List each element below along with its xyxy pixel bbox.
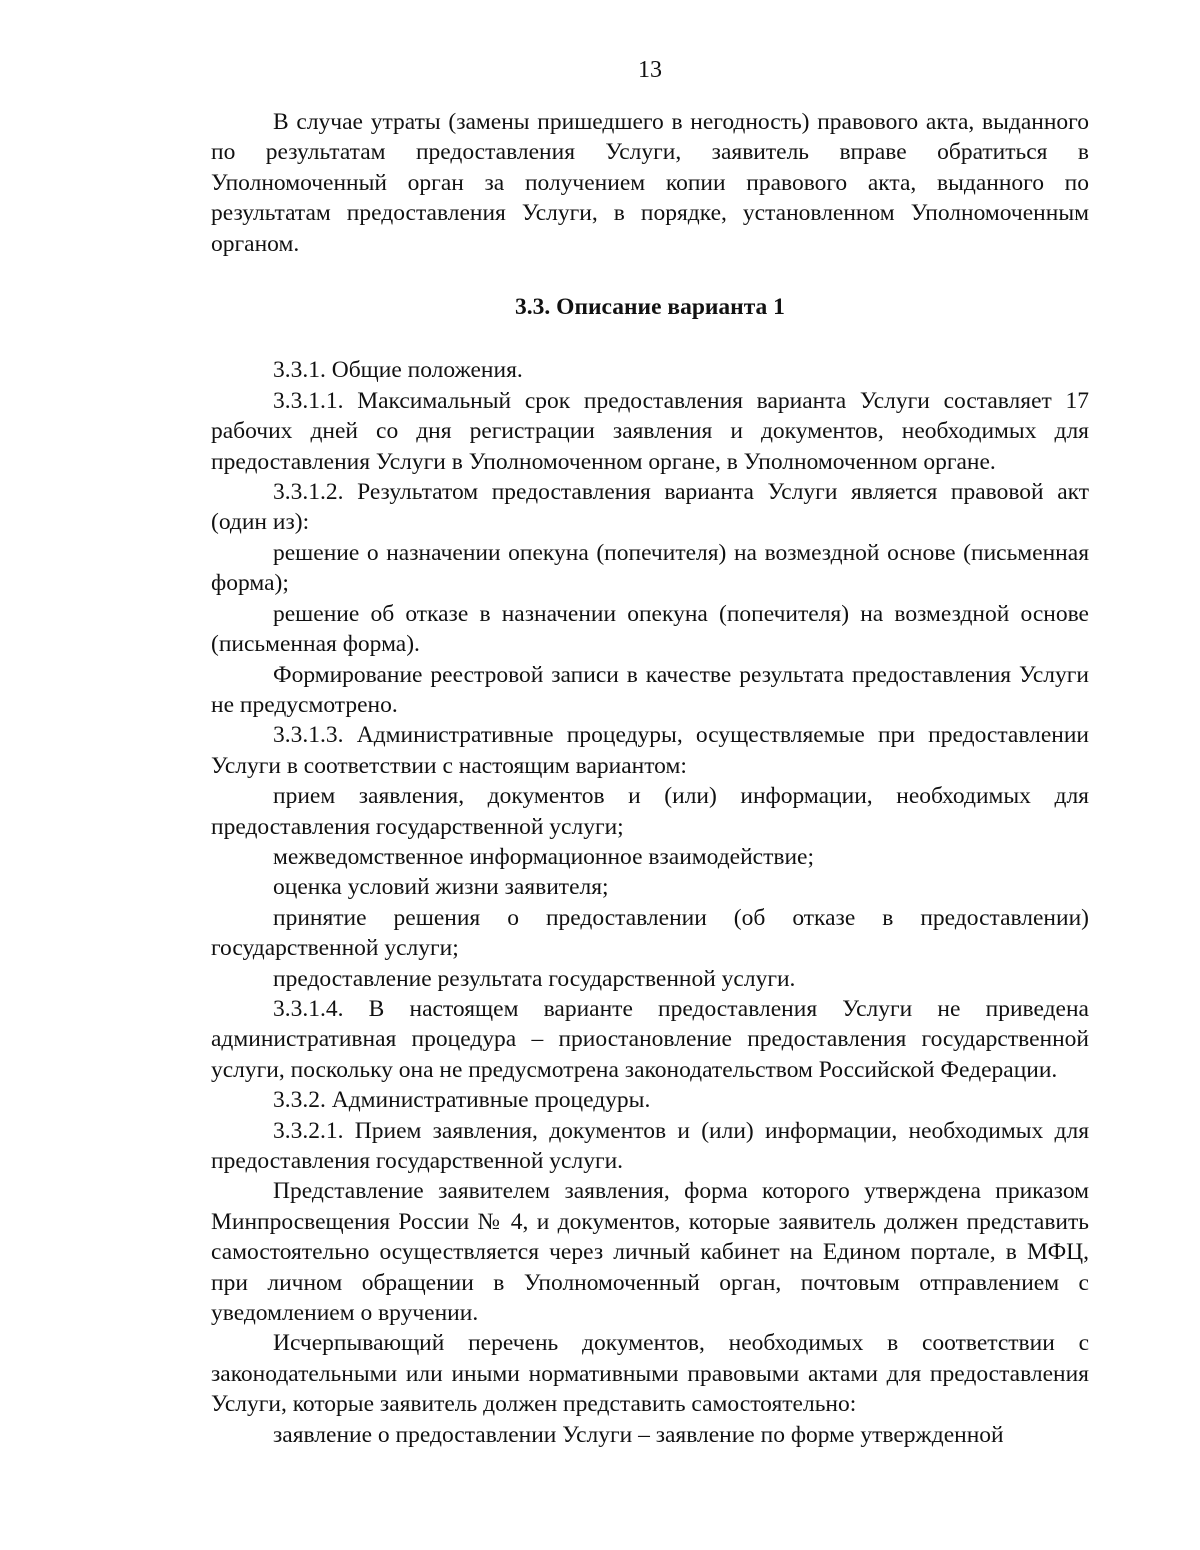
paragraph-application: заявление о предоставлении Услуги – заявление по форме утвержденной bbox=[273, 1421, 1004, 1448]
paragraph-3-3-1-2: 3.3.1.2. Результатом предоставления варианта Услуги является правовой акт (один из): bbox=[211, 479, 1089, 536]
paragraph-3-3-1-3: 3.3.1.3. Административные процедуры, осуществляемые при предоставлении Услуги в соответствии с настоящим вариантом: bbox=[211, 722, 1089, 779]
paragraph-3-3-1-4: 3.3.1.4. В настоящем варианте предоставления Услуги не приведена административная процедура – приостановление предоставления государственной услуги, поскольку она не предусмотрена законодательством Российской Федерации. bbox=[211, 995, 1089, 1083]
page-number: 13 bbox=[638, 57, 662, 83]
paragraph-result-option-2: решение об отказе в назначении опекуна (попечителя) на возмездной основе (письменная форма). bbox=[211, 600, 1089, 658]
paragraph-procedure-interagency: межведомственное информационное взаимодействие; bbox=[273, 843, 815, 870]
paragraph-submission: Представление заявителем заявления, форма которого утверждена приказом Минпросвещения России № 4, и документов, которые заявитель должен представить самостоятельно осуществляется через личный кабинет на Едином портале, в МФЦ, при личном обращении в Уполномоченный орган, почтовым отправлением с уведомлением о вручении. bbox=[211, 1178, 1089, 1327]
paragraph-procedure-assessment: оценка условий жизни заявителя; bbox=[273, 874, 609, 901]
paragraph-procedure-decision: принятие решения о предоставлении (об отказе в предоставлении) государственной услуги; bbox=[211, 904, 1089, 962]
paragraph-procedure-reception: прием заявления, документов и (или) информации, необходимых для предоставления государственной услуги; bbox=[211, 783, 1089, 840]
paragraph-3-3-1: 3.3.1. Общие положения. bbox=[273, 357, 523, 384]
paragraph-documents-list: Исчерпывающий перечень документов, необходимых в соответствии с законодательными или иными нормативными правовыми актами для предоставления Услуги, которые заявитель должен представить самостоятельно: bbox=[211, 1330, 1089, 1418]
document-body bbox=[211, 107, 1089, 1450]
section-heading: 3.3. Описание варианта 1 bbox=[515, 294, 785, 321]
paragraph-procedure-result: предоставление результата государственной услуги. bbox=[273, 965, 796, 992]
paragraph-3-3-1-1: 3.3.1.1. Максимальный срок предоставления варианта Услуги составляет 17 рабочих дней со дня регистрации заявления и документов, необходимых для предоставления Услуги в Уполномоченном органе, в Уполномоченном органе. bbox=[211, 387, 1089, 475]
paragraph-lost-act: В случае утраты (замены пришедшего в негодность) правового акта, выданного по результатам предоставления Услуги, заявитель вправе обратиться в Уполномоченный орган за получением копии правового акта, выданного по результатам предоставления Услуги, в порядке, установленном Уполномоченным органом. bbox=[211, 109, 1089, 257]
paragraph-3-3-2-1: 3.3.2.1. Прием заявления, документов и (или) информации, необходимых для предоставления государственной услуги. bbox=[211, 1117, 1089, 1174]
paragraph-result-option-1: решение о назначении опекуна (попечителя) на возмездной основе (письменная форма); bbox=[211, 539, 1089, 597]
paragraph-3-3-2: 3.3.2. Административные процедуры. bbox=[273, 1087, 651, 1114]
paragraph-registry-record: Формирование реестровой записи в качестве результата предоставления Услуги не предусмотрено. bbox=[211, 661, 1089, 718]
